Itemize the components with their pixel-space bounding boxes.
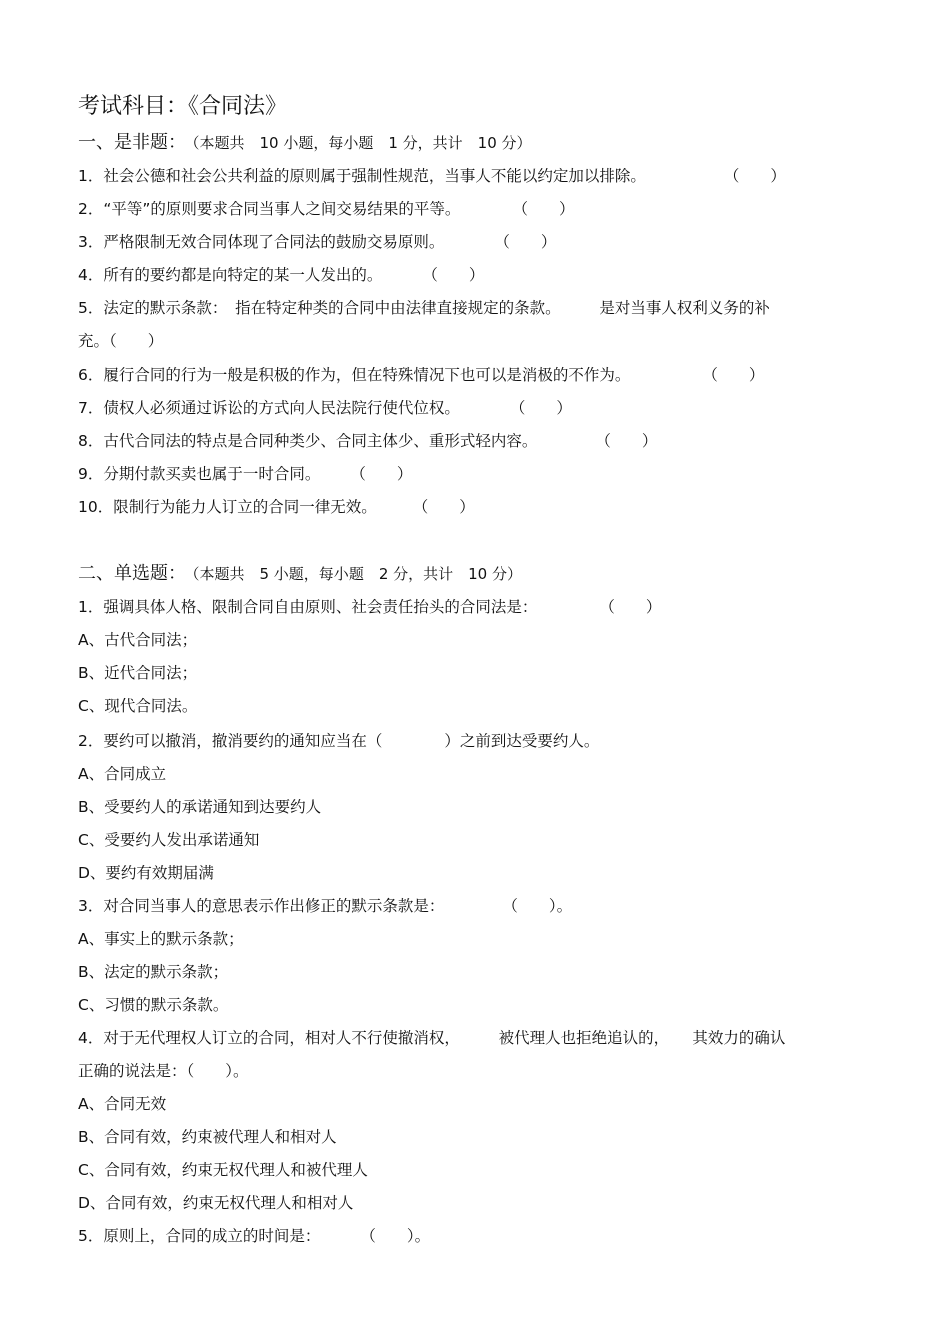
list-item: 8．古代合同法的特点是合同种类少、合同主体少、重形式轻内容。 （ ）: [78, 432, 658, 450]
list-item: 10．限制行为能力人订立的合同一律无效。 （ ）: [78, 498, 475, 516]
list-item: 5．原则上，合同的成立的时间是： （ ）。: [78, 1227, 431, 1245]
list-item: 2．要约可以撤消，撤消要约的通知应当在（ ）之前到达受要约人。: [78, 732, 600, 750]
list-item: 4．对于无代理权人订立的合同，相对人不行使撤消权， 被代理人也拒绝追认的， 其效力的确认: [78, 1029, 786, 1047]
list-item: B、法定的默示条款；: [78, 963, 229, 981]
list-item: D、合同有效，约束无权代理人和相对人: [78, 1194, 354, 1212]
list-item: C、习惯的默示条款。: [78, 996, 229, 1014]
list-item: A、古代合同法；: [78, 631, 198, 649]
section2-heading: [78, 561, 522, 587]
list-item: 5．法定的默示条款： 指在特定种类的合同中由法律直接规定的条款。 是对当事人权利义务的补: [78, 299, 770, 317]
list-item: C、现代合同法。: [78, 697, 198, 715]
list-item: A、合同无效: [78, 1095, 167, 1113]
list-item: 2．“平等”的原则要求合同当事人之间交易结果的平等。 （ ）: [78, 200, 575, 218]
list-item: 正确的说法是：（ ）。: [78, 1062, 249, 1080]
list-item: 3．对合同当事人的意思表示作出修正的默示条款是： （ ）。: [78, 897, 573, 915]
list-item: C、受要约人发出承诺通知: [78, 831, 260, 849]
exam-title: 考试科目：《合同法》: [78, 94, 288, 119]
list-item: 4．所有的要约都是向特定的某一人发出的。 （ ）: [78, 266, 485, 284]
section1-heading: [78, 130, 532, 156]
list-item: 充。（ ）: [78, 332, 164, 350]
list-item: 3．严格限制无效合同体现了合同法的鼓励交易原则。 （ ）: [78, 233, 557, 251]
list-item: B、合同有效，约束被代理人和相对人: [78, 1128, 337, 1146]
list-item: B、近代合同法；: [78, 664, 198, 682]
list-item: 6．履行合同的行为一般是积极的作为，但在特殊情况下也可以是消极的不作为。 （ ）: [78, 366, 765, 384]
section2-heading-text: 二、单选题：: [78, 563, 186, 584]
list-item: D、要约有效期届满: [78, 864, 214, 882]
list-item: 9．分期付款买卖也属于一时合同。 （ ）: [78, 465, 413, 483]
list-item: C、合同有效，约束无权代理人和被代理人: [78, 1161, 368, 1179]
list-item: B、受要约人的承诺通知到达要约人: [78, 798, 322, 816]
list-item: A、合同成立: [78, 765, 167, 783]
list-item: A、事实上的默示条款；: [78, 930, 244, 948]
list-item: 1．强调具体人格、限制合同自由原则、社会责任抬头的合同法是： （ ）: [78, 598, 662, 616]
section2-note: （本题共 5 小题，每小题 2 分，共计 10 分）: [192, 565, 522, 583]
section1-heading-text: 一、是非题：: [78, 132, 186, 153]
list-item: 1．社会公德和社会公共利益的原则属于强制性规范，当事人不能以约定加以排除。 （ ）: [78, 167, 786, 185]
list-item: 7．债权人必须通过诉讼的方式向人民法院行使代位权。 （ ）: [78, 399, 572, 417]
section1-note: （本题共 10 小题，每小题 1 分，共计 10 分）: [192, 134, 532, 152]
